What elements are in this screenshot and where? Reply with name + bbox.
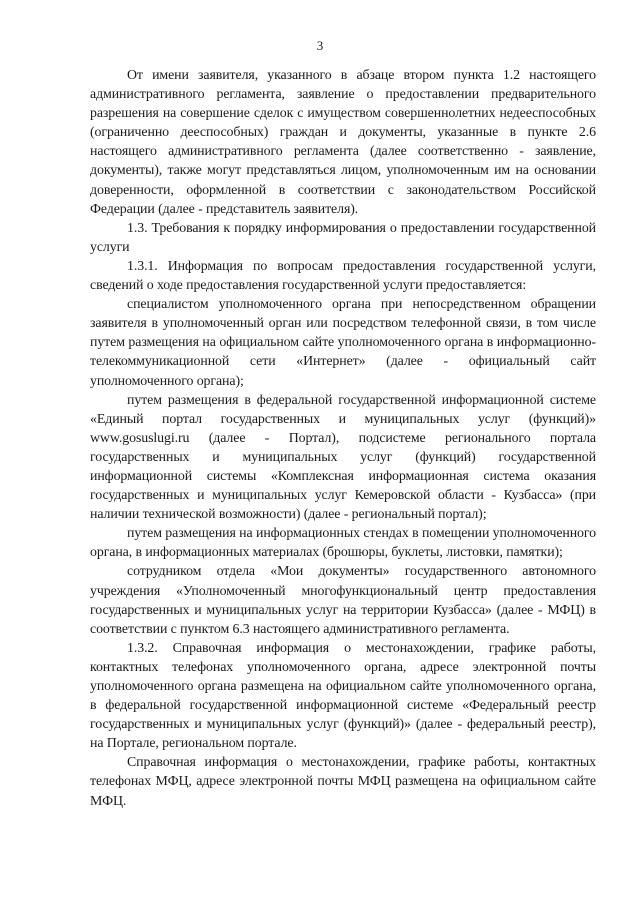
page-number: 3: [316, 38, 324, 53]
list-item-specialist: специалистом уполномоченного органа при непосредственном обращении заявителя в уполномоченный орган или посредством телефонной связи, в том числе путем размещения на официальном сайте уполномоченного органа в информационно-телекоммуникационной сети «Интернет» (далее - официальный сайт уполномоченного органа);: [90, 297, 596, 389]
paragraph-1-3-1: 1.3.1. Информация по вопросам предоставления государственной услуги, сведений о ходе предоставления государственной услуги предоставляется:: [90, 258, 596, 294]
list-item-stands: путем размещения на информационных стендах в помещении уполномоченного органа, в информационных материалах (брошюры, буклеты, листовки, памятки);: [90, 526, 596, 561]
list-item-mfc: сотрудником отдела «Мои документы» государственного автономного учреждения «Уполномоченный многофункциональный центр предоставления государственных и муниципальных услуг на территории Кузбасса» (далее - МФЦ) в соответствии с пунктом 6.3 настоящего административного регламента.: [90, 564, 596, 637]
document-body: [90, 66, 596, 811]
paragraph-representative: От имени заявителя, указанного в абзаце втором пункта 1.2 настоящего административного регламента, заявление о предоставлении предварительного разрешения на совершение сделок с имуществом совершеннолетних недееспособных (ограниченно дееспособных) граждан и документы, указанные в пункте 2.6 настоящего административного регламента (далее соответственно - заявление, документы), также могут представляться лицом, уполномоченным им на основании доверенности, оформленной в соответствии с законодательством Российской Федерации (далее - представитель заявителя).: [90, 68, 596, 217]
section-heading-1-3: 1.3. Требования к порядку информирования о предоставлении государственной услуги: [90, 220, 596, 255]
paragraph-1-3-2: 1.3.2. Справочная информация о местонахождении, графике работы, контактных телефонах уполномоченного органа, адресе электронной почты уполномоченного органа размещена на официальном сайте уполномоченного органа, в федеральной государственной информационной системе «Федеральный реестр государственных и муниципальных услуг (функций)» (далее - федеральный реестр), на Портале, региональном портале.: [90, 640, 596, 752]
list-item-portal: путем размещения в федеральной государственной информационной системе «Единый портал государственных и муниципальных услуг (функций)» www.gosuslugi.ru (далее - Портал), подсистеме регионального портала государственных и муниципальных услуг (функций) государственной информационной системы «Комплексная информационная система оказания государственных и муниципальных услуг Кемеровской области - Кузбасса» (при наличии технической возможности) (далее - региональный портал);: [90, 392, 596, 523]
paragraph-mfc-info: Справочная информация о местонахождении, графике работы, контактных телефонах МФЦ, адресе электронной почты МФЦ размещена на официальном сайте МФЦ.: [90, 755, 596, 809]
